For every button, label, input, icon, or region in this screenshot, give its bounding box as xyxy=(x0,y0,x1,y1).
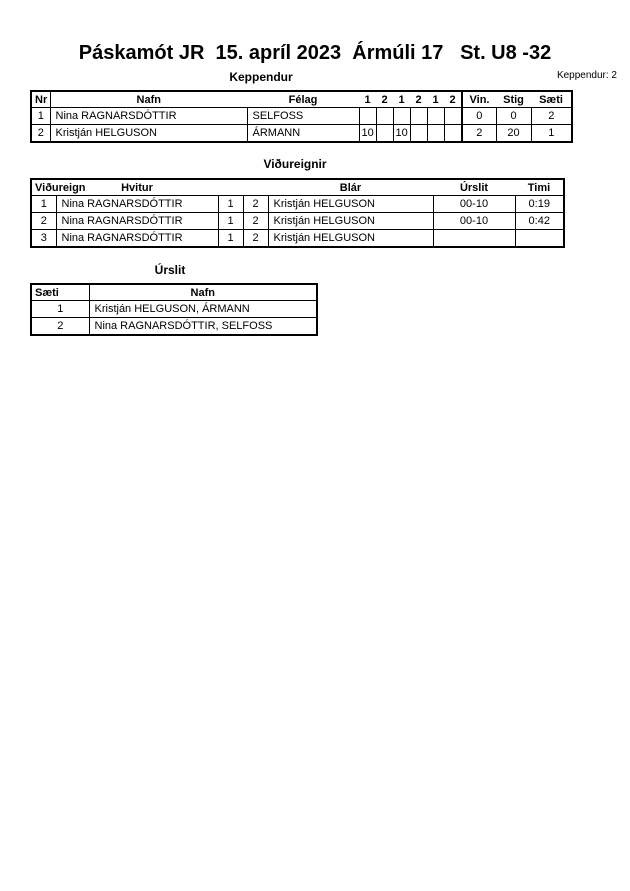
cell-corner-1: 1 xyxy=(218,213,243,230)
cell-saeti: 2 xyxy=(531,108,572,125)
cell-score xyxy=(410,108,427,125)
cell-hvitur: Nina RAGNARSDÓTTIR xyxy=(56,213,218,230)
urslit-table xyxy=(30,283,318,336)
cell-vin: 2 xyxy=(462,125,496,143)
vidureignir-table xyxy=(30,178,565,248)
cell-vin: 0 xyxy=(462,108,496,125)
cell-blar: Kristján HELGUSON xyxy=(268,196,433,213)
header-score-2: 2 xyxy=(376,91,393,108)
keppendur-table xyxy=(30,90,573,143)
cell-corner-1: 1 xyxy=(218,196,243,213)
keppendur-header-row xyxy=(31,91,572,108)
cell-match-nr: 3 xyxy=(31,230,56,248)
cell-score xyxy=(410,125,427,143)
cell-urslit: 00-10 xyxy=(433,196,515,213)
cell-score xyxy=(427,125,444,143)
header-vin: Vin. xyxy=(462,91,496,108)
urslit-header-row xyxy=(31,284,317,301)
cell-saeti: 1 xyxy=(31,301,89,318)
cell-blar: Kristján HELGUSON xyxy=(268,230,433,248)
section-heading-keppendur: Keppendur xyxy=(229,70,293,84)
header-score-4: 2 xyxy=(410,91,427,108)
cell-score xyxy=(393,108,410,125)
cell-score: 10 xyxy=(393,125,410,143)
cell-stig: 20 xyxy=(496,125,531,143)
cell-nafn: Nina RAGNARSDÓTTIR, SELFOSS xyxy=(89,318,317,336)
vidureignir-row xyxy=(31,196,564,213)
cell-corner-2: 2 xyxy=(243,213,268,230)
header-score-6: 2 xyxy=(444,91,462,108)
cell-corner-1: 1 xyxy=(218,230,243,248)
page-title: Páskamót JR 15. apríl 2023 Ármúli 17 St. U8 -32 xyxy=(78,42,552,64)
header-urslit: Úrslit xyxy=(433,179,515,196)
header-score-5: 1 xyxy=(427,91,444,108)
header-nr: Nr xyxy=(31,91,50,108)
header-nafn: Nafn xyxy=(89,284,317,301)
cell-nafn: Nina RAGNARSDÓTTIR xyxy=(50,108,247,125)
cell-score xyxy=(376,125,393,143)
header-felag: Félag xyxy=(247,91,359,108)
cell-saeti: 1 xyxy=(531,125,572,143)
cell-urslit: 00-10 xyxy=(433,213,515,230)
cell-hvitur: Nina RAGNARSDÓTTIR xyxy=(56,196,218,213)
cell-score xyxy=(444,125,462,143)
cell-nr: 1 xyxy=(31,108,50,125)
header-blar: Blár xyxy=(268,179,433,196)
header-saeti: Sæti xyxy=(31,284,89,301)
cell-match-nr: 2 xyxy=(31,213,56,230)
cell-corner-2: 2 xyxy=(243,230,268,248)
cell-blar: Kristján HELGUSON xyxy=(268,213,433,230)
cell-score: 10 xyxy=(359,125,376,143)
cell-nr: 2 xyxy=(31,125,50,143)
cell-urslit xyxy=(433,230,515,248)
cell-stig: 0 xyxy=(496,108,531,125)
keppendur-row xyxy=(31,125,572,143)
header-hvitur: Hvitur xyxy=(56,179,218,196)
cell-score xyxy=(444,108,462,125)
cell-match-nr: 1 xyxy=(31,196,56,213)
urslit-row xyxy=(31,301,317,318)
cell-saeti: 2 xyxy=(31,318,89,336)
header-nafn: Nafn xyxy=(50,91,247,108)
header-saeti: Sæti xyxy=(531,91,572,108)
header-vidureign: Viðureign xyxy=(31,179,56,196)
urslit-row xyxy=(31,318,317,336)
cell-nafn: Kristján HELGUSON xyxy=(50,125,247,143)
cell-felag: ÁRMANN xyxy=(247,125,359,143)
cell-timi: 0:19 xyxy=(515,196,564,213)
header-stig: Stig xyxy=(496,91,531,108)
keppendur-count-label: Keppendur: 2 xyxy=(556,70,617,81)
header-corner-1 xyxy=(218,179,243,196)
section-heading-urslit: Úrslit xyxy=(154,263,186,277)
header-score-1: 1 xyxy=(359,91,376,108)
cell-score xyxy=(376,108,393,125)
cell-nafn: Kristján HELGUSON, ÁRMANN xyxy=(89,301,317,318)
cell-timi xyxy=(515,230,564,248)
header-corner-2 xyxy=(243,179,268,196)
vidureignir-row xyxy=(31,213,564,230)
cell-timi: 0:42 xyxy=(515,213,564,230)
cell-felag: SELFOSS xyxy=(247,108,359,125)
header-score-3: 1 xyxy=(393,91,410,108)
cell-score xyxy=(359,108,376,125)
header-timi: Timi xyxy=(515,179,564,196)
vidureignir-row xyxy=(31,230,564,248)
keppendur-row xyxy=(31,108,572,125)
cell-hvitur: Nina RAGNARSDÓTTIR xyxy=(56,230,218,248)
cell-corner-2: 2 xyxy=(243,196,268,213)
vidureignir-header-row xyxy=(31,179,564,196)
section-heading-vidureignir: Viðureignir xyxy=(263,157,327,171)
cell-score xyxy=(427,108,444,125)
